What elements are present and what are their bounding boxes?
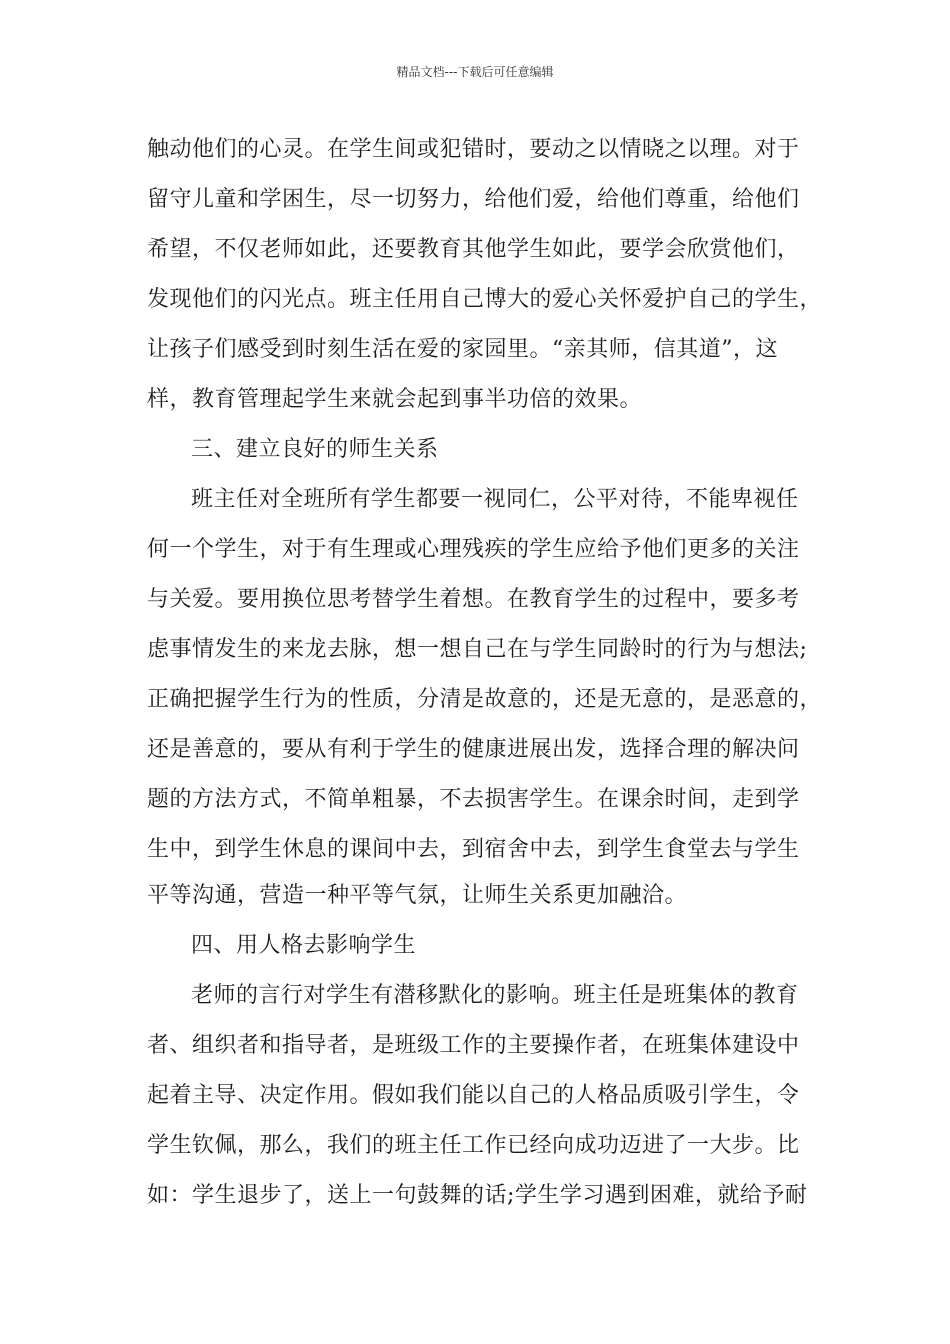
text-line: 希望，不仅老师如此，还要教育其他学生如此，要学会欣赏他们，: [147, 237, 800, 262]
text-line: 发现他们的闪光点。班主任用自己博大的爱心关怀爱护自己的学生，: [147, 287, 823, 312]
text-line: 班主任对全班所有学生都要一视同仁，公平对待，不能卑视任: [191, 487, 799, 512]
text-line: 学生钦佩，那么，我们的班主任工作已经向成功迈进了一大步。比: [147, 1133, 800, 1158]
text-line: 正确把握学生行为的性质，分清是故意的，还是无意的，是恶意的，: [147, 687, 823, 712]
text-line: 如：学生退步了，送上一句鼓舞的话;学生学习遇到困难，就给予耐: [147, 1183, 808, 1208]
section-heading-4: 四、用人格去影响学生: [191, 933, 417, 958]
text-line: 老师的言行对学生有潜移默化的影响。班主任是班集体的教育: [191, 983, 799, 1008]
text-line: 虑事情发生的来龙去脉，想一想自己在与学生同龄时的行为与想法;: [147, 637, 808, 662]
page-header: 精品文档---下载后可任意编辑: [396, 65, 554, 79]
text-line: 还是善意的，要从有利于学生的健康进展出发，选择合理的解决问: [147, 737, 800, 762]
text-line: 样，教育管理起学生来就会起到事半功倍的效果。: [147, 387, 643, 412]
text-line: 生中，到学生休息的课间中去，到宿舍中去，到学生食堂去与学生: [147, 837, 800, 862]
text-line: 让孩子们感受到时刻生活在爱的家园里。“亲其师，信其道”，这: [147, 337, 778, 362]
text-line: 题的方法方式，不简单粗暴，不去损害学生。在课余时间，走到学: [147, 787, 800, 812]
text-line: 与关爱。要用换位思考替学生着想。在教育学生的过程中，要多考: [147, 587, 800, 612]
text-line: 何一个学生，对于有生理或心理残疾的学生应给予他们更多的关注: [147, 537, 800, 562]
section-heading-3: 三、建立良好的师生关系: [191, 437, 439, 462]
text-line: 者、组织者和指导者，是班级工作的主要操作者，在班集体建设中: [147, 1033, 800, 1058]
text-line: 平等沟通，营造一种平等气氛，让师生关系更加融洽。: [147, 883, 688, 908]
text-line: 留守儿童和学困生，尽一切努力，给他们爱，给他们尊重，给他们: [147, 187, 800, 212]
text-line: 起着主导、决定作用。假如我们能以自己的人格品质吸引学生，令: [147, 1083, 800, 1108]
text-line: 触动他们的心灵。在学生间或犯错时，要动之以情晓之以理。对于: [147, 137, 800, 162]
